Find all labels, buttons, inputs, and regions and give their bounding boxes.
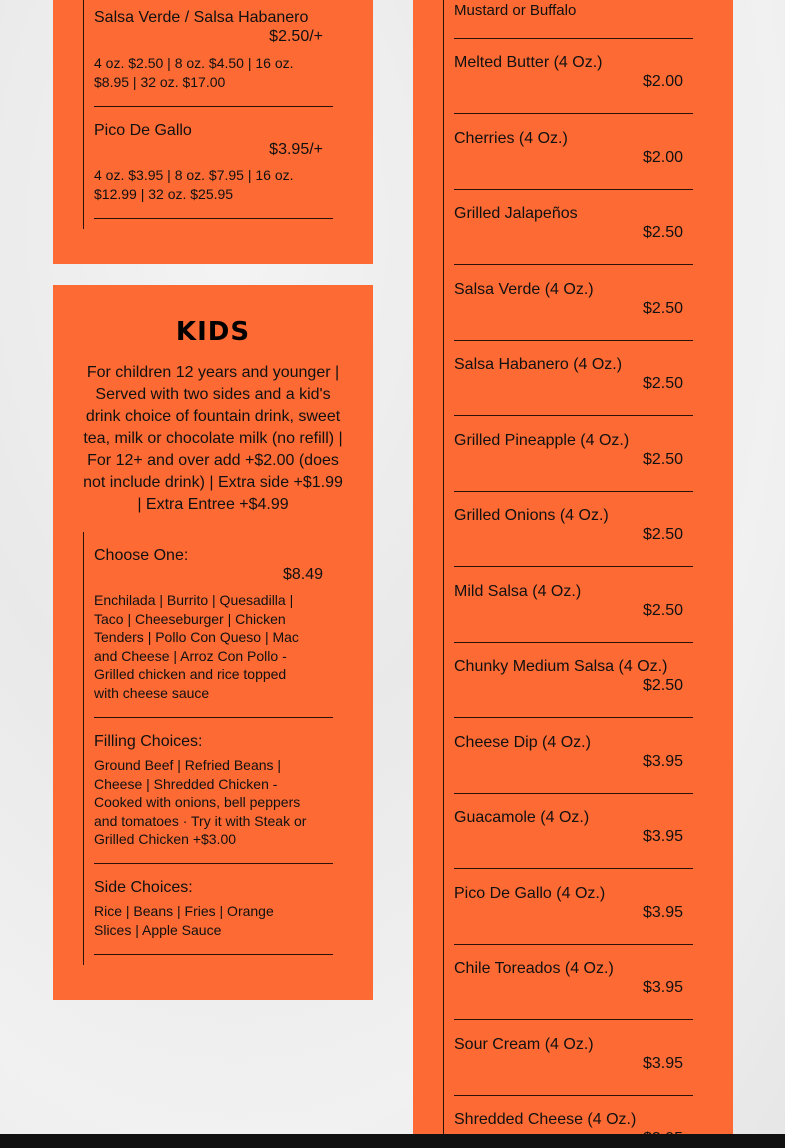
extra-item-price: $3.95 xyxy=(642,1055,683,1072)
kids-panel xyxy=(53,285,373,1000)
item-separator xyxy=(454,642,693,643)
extra-item-price: $2.50 xyxy=(642,602,683,619)
item-separator xyxy=(454,793,693,794)
extra-item-name[interactable]: Pico De Gallo (4 Oz.) xyxy=(454,885,606,902)
extra-item-price: $2.00 xyxy=(642,149,683,166)
item-price: $3.95/+ xyxy=(269,141,323,158)
item-description: Enchilada | Burrito | Quesadilla | Taco | Cheeseburger | Chicken Tenders | Pollo Con Queso | Mac and Cheese | Arroz Con Pollo - Grilled chicken and rice topped with cheese sauce xyxy=(94,592,299,701)
item-separator xyxy=(454,944,693,945)
extra-item-price: $2.50 xyxy=(642,526,683,543)
item-separator xyxy=(454,113,693,114)
extra-item-name[interactable]: Cherries (4 Oz.) xyxy=(454,130,568,147)
item-description: 4 oz. $2.50 | 8 oz. $4.50 | 16 oz. $8.95 | 32 oz. $17.00 xyxy=(94,55,294,90)
extra-item-price: $3.95 xyxy=(642,979,683,996)
browser-bottom-bar xyxy=(0,1134,785,1148)
extra-item-name[interactable]: Shredded Cheese (4 Oz.) xyxy=(454,1111,637,1128)
item-separator xyxy=(454,415,693,416)
extra-item-name[interactable]: Grilled Onions (4 Oz.) xyxy=(454,507,609,524)
extra-item-price: $2.50 xyxy=(642,677,683,694)
extra-item-name[interactable]: Salsa Habanero (4 Oz.) xyxy=(454,356,623,373)
item-description: Mustard or Buffalo xyxy=(454,2,577,19)
item-name: Side Choices: xyxy=(94,879,193,896)
item-separator xyxy=(454,340,693,341)
extra-item-name[interactable]: Melted Butter (4 Oz.) xyxy=(454,54,603,71)
item-separator xyxy=(94,954,333,955)
kids-intro: For children 12 years and younger | Served with two sides and a kid's drink choice of fountain drink, sweet tea, milk or chocolate milk (no refill) | For 12+ and over add +$2.00 (does not include drink) | Extra side +$1.99 | Extra Entree +$4.99 xyxy=(83,364,343,513)
item-description: 4 oz. $3.95 | 8 oz. $7.95 | 16 oz. $12.99 | 32 oz. $25.95 xyxy=(94,167,294,202)
extra-item-name[interactable]: Chunky Medium Salsa (4 Oz.) xyxy=(454,658,668,675)
extra-item-price: $2.50 xyxy=(642,375,683,392)
item-separator xyxy=(94,106,333,107)
item-name: Pico De Gallo xyxy=(94,122,192,139)
item-separator xyxy=(454,1019,693,1020)
menu-item-choose-one[interactable] xyxy=(94,546,334,565)
menu-item[interactable] xyxy=(94,8,334,27)
item-separator xyxy=(94,863,333,864)
extra-item-price: $2.50 xyxy=(642,224,683,241)
extra-item-price: $2.00 xyxy=(642,73,683,90)
extra-item-name[interactable]: Cheese Dip (4 Oz.) xyxy=(454,734,591,751)
section-divider-line xyxy=(83,0,84,229)
item-description: Ground Beef | Refried Beans | Cheese | Shredded Chicken - Cooked with onions, bell peppers and tomatoes · Try it with Steak or Grilled Chicken +$3.00 xyxy=(94,757,307,847)
item-separator xyxy=(454,1095,693,1096)
item-separator xyxy=(94,717,333,718)
item-separator xyxy=(454,264,693,265)
kids-title: KIDS xyxy=(175,317,251,347)
item-separator xyxy=(94,218,333,219)
extra-item-name[interactable]: Grilled Pineapple (4 Oz.) xyxy=(454,432,630,449)
item-price: $8.49 xyxy=(282,566,323,583)
item-separator xyxy=(454,566,693,567)
extra-item-name[interactable]: Salsa Verde (4 Oz.) xyxy=(454,281,594,298)
section-divider-line xyxy=(443,0,444,1148)
extra-item-name[interactable]: Mild Salsa (4 Oz.) xyxy=(454,583,582,600)
menu-item-filling[interactable] xyxy=(94,732,334,751)
item-separator xyxy=(454,717,693,718)
sides-panel xyxy=(53,0,373,264)
extra-item-name[interactable]: Guacamole (4 Oz.) xyxy=(454,809,590,826)
menu-item[interactable] xyxy=(94,121,334,140)
extra-item-price: $3.95 xyxy=(642,753,683,770)
item-name: Choose One: xyxy=(94,547,189,564)
extra-item-price: $2.50 xyxy=(642,451,683,468)
item-separator xyxy=(454,38,693,39)
extra-item-price: $3.95 xyxy=(642,828,683,845)
extra-item-price: $3.95 xyxy=(642,904,683,921)
extra-item-price: $2.50 xyxy=(642,300,683,317)
item-separator xyxy=(454,491,693,492)
extra-item-name[interactable]: Sour Cream (4 Oz.) xyxy=(454,1036,594,1053)
section-divider-line xyxy=(83,532,84,965)
item-description: Rice | Beans | Fries | Orange Slices | Apple Sauce xyxy=(94,903,274,938)
item-name: Salsa Verde / Salsa Habanero xyxy=(94,9,309,26)
item-price: $2.50/+ xyxy=(269,28,323,45)
menu-item-sides[interactable] xyxy=(94,878,334,897)
item-separator xyxy=(454,868,693,869)
extras-panel xyxy=(413,0,733,1148)
item-name: Filling Choices: xyxy=(94,733,203,750)
item-separator xyxy=(454,189,693,190)
extra-item-name[interactable]: Grilled Jalapeños xyxy=(454,205,578,222)
extra-item-name[interactable]: Chile Toreados (4 Oz.) xyxy=(454,960,614,977)
